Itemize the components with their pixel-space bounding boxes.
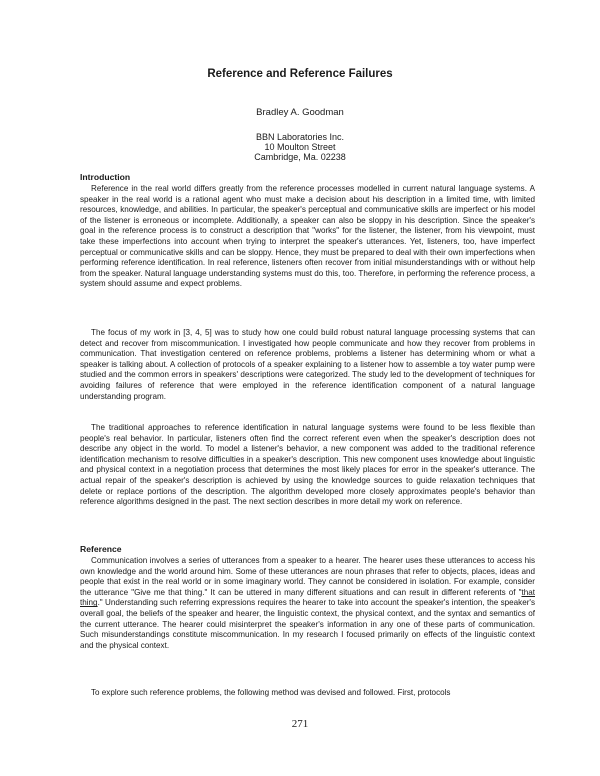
intro-paragraph-3: The traditional approaches to reference identification in natural language systems were found to be less flexible than people's real behavior. In particular, listeners often find the correct referent even when the speaker's description does not describe any object in the world. To model a listener's behavior, a new component was added to the traditional reference identification mechanism to resolve difficulties in a speaker's description. This new component uses knowledge about linguistic and physical context in a negotiation process that determines the most likely places for error in the speaker's utterance. The actual repair of the speaker's description is achieved by using the knowledge sources to guide relaxation techniques that delete or replace portions of the description. The algorithm developed more closely approximates people's behavior than reference algorithms designed in the past. The next section describes in more detail my work on reference.: [80, 423, 535, 507]
author-name: Bradley A. Goodman: [256, 107, 344, 118]
author-affiliation: [0, 132, 600, 162]
affiliation-line: Cambridge, Ma. 02238: [254, 152, 346, 162]
underlined-phrase: that thing: [80, 587, 535, 608]
intro-paragraph-1: Reference in the real world differs greatly from the reference processes modelled in current natural language systems. A speaker in the real world is a rational agent who must make a decision about his description in a limited time, with limited resources, knowledge, and abilities. In particular, the speaker's perceptual and communicative skills are imperfect or his model of the listener is erroneous or incomplete. Additionally, a speaker can also be sloppy in his description. Since the speaker's goal in the reference process is to construct a description that "works" for the listener, the listener, from his viewpoint, must take these imperfections into account when trying to interpret the speaker's utterances. Yet, listeners, too, have imperfect perceptual or communicative skills and can be sloppy. Hence, they must be prepared to deal with their own imperfections when performing reference identification. In real reference, listeners often recover from initial misunderstandings with or without help from the speaker. Natural language understanding systems must do this, too. Therefore, in performing the reference process, a system should assume and expect problems.: [80, 184, 535, 289]
intro-paragraph-2: The focus of my work in [3, 4, 5] was to study how one could build robust natural language processing systems that can detect and recover from miscommunication. I investigated how people communicate and how they recover from problems in communication. That investigation centered on reference problems, problems a listener has determining whom or what a speaker is talking about. A collection of protocols of a speaker explaining to a listener how to assemble a toy water pump were studied and the common errors in speakers' descriptions were categorized. The study led to the development of techniques for avoiding failures of reference that were employed in the reference identification component of a natural language understanding program.: [80, 328, 535, 401]
page-number: 271: [291, 718, 309, 730]
section-heading-reference: Reference: [80, 544, 122, 554]
affiliation-line: 10 Moulton Street: [264, 142, 336, 152]
paper-title: Reference and Reference Failures: [207, 68, 393, 80]
reference-text-start: Communication involves a series of utterances from a speaker to a hearer. The hearer uses these utterances to access his own knowledge and the world around him. Some of these utterances are noun phrases that refer to objects, places, ideas and people that exist in the real world or in some imaginary world. They cannot be considered in isolation. For example, consider the utterance "Give me that thing." It can be uttered in many different situations and can result in different referents of ": [80, 556, 535, 597]
section-heading-introduction: Introduction: [80, 172, 131, 182]
reference-text-end: ." Understanding such referring expressions requires the hearer to take into account the speaker's intention, the speaker's overall goal, the beliefs of the speaker and hearer, the linguistic context, the physical context, and the syntax and semantics of the current utterance. The hearer could misinterpret the speaker's information in any one of these parts of communication. Such misunderstandings constitute miscommunication. In my research I focused primarily on effects of the linguistic context and the physical context.: [80, 598, 535, 650]
affiliation-line: BBN Laboratories Inc.: [255, 132, 345, 142]
reference-paragraph-2: To explore such reference problems, the following method was devised and followed. First, protocols: [91, 688, 451, 697]
reference-paragraph-1: [80, 556, 535, 651]
